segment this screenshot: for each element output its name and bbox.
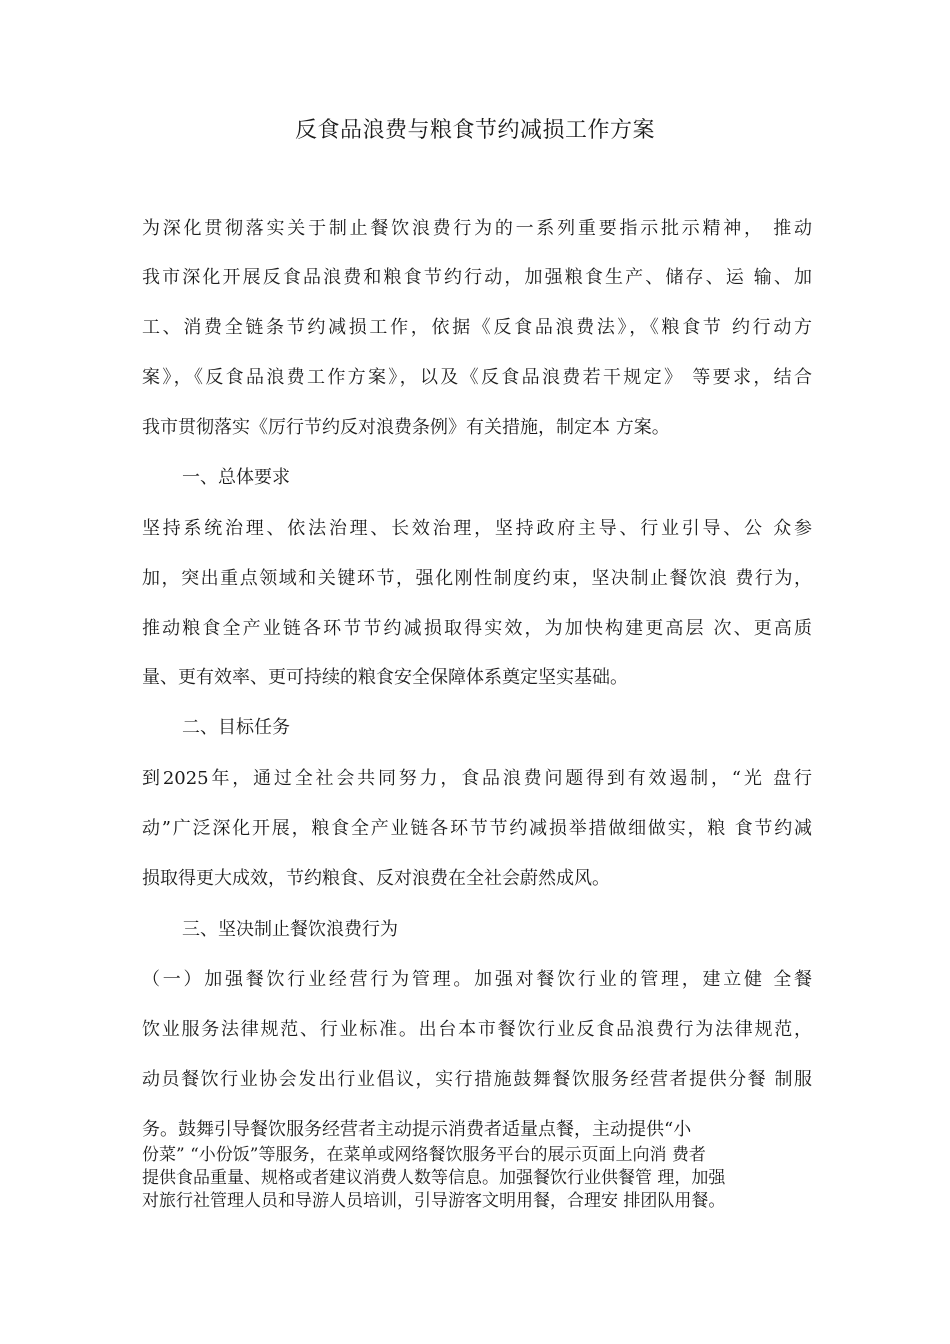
body-line: 我市贯彻落实《厉行节约反对浪费条例》有关措施，制定本 方案。 [142, 417, 670, 438]
body-line: 推动粮食全产业链各环节节约减损取得实效，为加快构建更高层 次、更高质 [142, 618, 812, 639]
body-line: 饮业服务法律规范、行业标准。出台本市餐饮行业反食品浪费行为法律规范， [142, 1019, 812, 1040]
section-heading: 二、目标任务 [182, 717, 290, 738]
body-line-compact: 提供食品重量、规格或者建议消费人数等信息。加强餐饮行业供餐管 理，加强 [142, 1168, 726, 1188]
body-line: 动”广泛深化开展，粮食全产业链各环节节约减损举措做细做实，粮 食节约减 [142, 818, 812, 839]
body-line: 到2025年，通过全社会共同努力，食品浪费问题得到有效遏制，“光 盘行 [142, 768, 812, 789]
body-line: 坚持系统治理、依法治理、长效治理，坚持政府主导、行业引导、公 众参 [142, 518, 812, 539]
section-heading: 一、总体要求 [182, 467, 290, 488]
body-line: 我市深化开展反食品浪费和粮食节约行动，加强粮食生产、储存、运 输、加 [142, 267, 812, 288]
document-title: 反食品浪费与粮食节约减损工作方案 [294, 118, 655, 143]
body-line-compact: 对旅行社管理人员和导游人员培训，引导游客文明用餐，合理安 排团队用餐。 [142, 1191, 726, 1211]
body-line: 案》，《反食品浪费工作方案》，以及《反食品浪费若干规定》 等要求，结合 [142, 367, 812, 388]
body-line: （一）加强餐饮行业经营行为管理。加强对餐饮行业的管理，建立健 全餐 [142, 969, 812, 990]
body-line: 务。鼓舞引导餐饮服务经营者主动提示消费者适量点餐，主动提供“小 [142, 1119, 692, 1140]
body-line: 加，突出重点领域和关键环节，强化刚性制度约束，坚决制止餐饮浪 费行为， [142, 568, 812, 589]
body-line: 损取得更大成效，节约粮食、反对浪费在全社会蔚然成风。 [142, 868, 610, 889]
body-line: 工、消费全链条节约减损工作，依据《反食品浪费法》，《粮食节 约行动方 [142, 317, 812, 338]
body-line: 量、更有效率、更可持续的粮食安全保障体系奠定坚实基础。 [142, 667, 628, 688]
section-heading: 三、坚决制止餐饮浪费行为 [182, 919, 398, 940]
body-line: 动员餐饮行业协会发出行业倡议，实行措施鼓舞餐饮服务经营者提供分餐 制服 [142, 1069, 812, 1090]
body-line: 为深化贯彻落实关于制止餐饮浪费行为的一系列重要指示批示精神， 推动 [142, 218, 812, 239]
body-line-compact: 份菜” “小份饭”等服务，在菜单或网络餐饮服务平台的展示页面上向消 费者 [142, 1145, 706, 1165]
